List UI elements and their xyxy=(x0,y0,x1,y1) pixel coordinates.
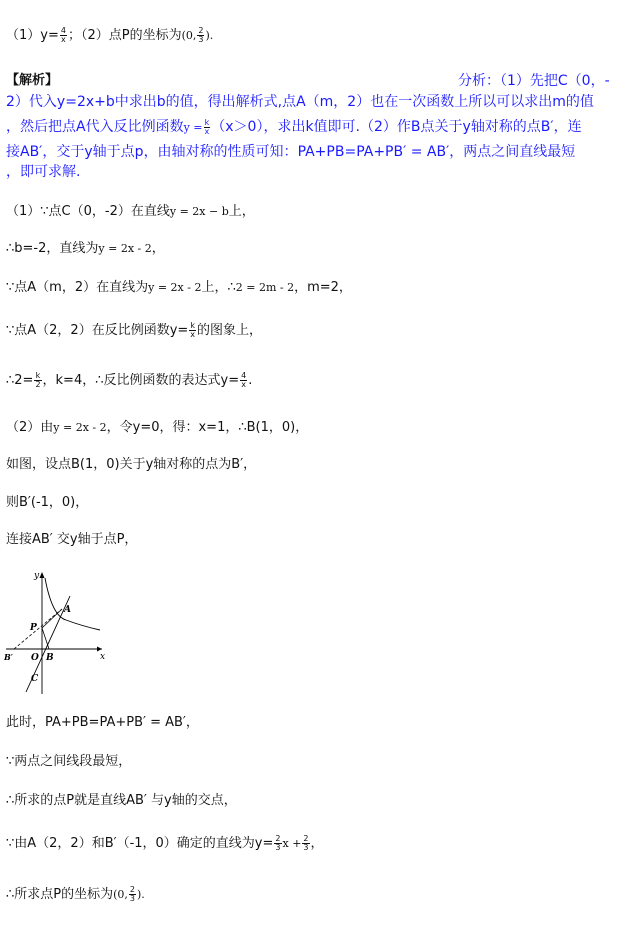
frac-den: x xyxy=(241,380,246,389)
text: ，由轴对称的性质可知： xyxy=(143,144,298,160)
solution-step-2 xyxy=(6,240,165,258)
text: y = xyxy=(183,121,203,134)
analysis-intro-text: （1）先把C（0，- xyxy=(500,73,610,89)
answer-line xyxy=(6,27,213,45)
text: （x＞0），求出k值即可.（2）作B点关于 xyxy=(211,119,463,135)
analysis-line-5: ，即可求解. xyxy=(6,164,81,180)
text: y xyxy=(84,144,93,160)
frac-num: 4 xyxy=(241,371,247,380)
text: p xyxy=(134,144,144,160)
frac-den: x xyxy=(190,330,196,339)
fraction xyxy=(34,372,41,389)
label-P: P xyxy=(30,623,37,633)
text: 2）代入 xyxy=(6,94,57,110)
frac-den: 3 xyxy=(198,35,204,44)
text: ，两点之间直线最短 xyxy=(449,144,576,160)
text: 上， xyxy=(228,204,255,219)
answer-coord-close: ). xyxy=(205,29,214,42)
hyperbola-curve xyxy=(45,578,100,630)
solution-step-12: ∴所求的点P就是直线AB′ 与y轴的交点， xyxy=(6,793,237,808)
label-B-prime: B′ xyxy=(4,652,13,662)
frac-num: k xyxy=(35,371,41,380)
text: ∵由A（2，2）和B′（-1，0）确定的直线为y= xyxy=(6,836,274,851)
text: ，m=2， xyxy=(294,280,352,295)
solution-step-13 xyxy=(6,835,324,853)
frac-num: 2 xyxy=(303,834,309,843)
label-x: x xyxy=(100,652,106,662)
text: 也在一次函数上所以可以求出 xyxy=(370,94,553,110)
solution-step-5 xyxy=(6,372,252,390)
equation: 2 = 2m - 2 xyxy=(235,281,295,294)
label-y: y xyxy=(34,571,40,581)
text: y=2x+b xyxy=(56,94,115,110)
y-axis-arrow-icon xyxy=(40,572,45,578)
fraction xyxy=(240,372,247,389)
analysis-line-2 xyxy=(6,93,594,111)
solution-step-4 xyxy=(6,322,262,340)
fraction xyxy=(189,322,196,339)
coordinate-figure xyxy=(4,568,116,696)
solution-step-1 xyxy=(6,203,255,221)
analysis-intro xyxy=(458,72,610,90)
segment-PA xyxy=(42,609,62,628)
text: A（m，2） xyxy=(296,94,371,110)
answer-coord-open: (0, xyxy=(181,29,197,42)
text: ， xyxy=(310,836,324,851)
text: 的值，得出解析式,点 xyxy=(165,94,297,110)
label-O: O xyxy=(31,653,39,663)
text: ∴所求点P的坐标为 xyxy=(6,887,114,902)
equation: y = 2x - 2 xyxy=(98,242,152,255)
fraction xyxy=(129,886,136,903)
analysis-line-3 xyxy=(6,118,582,137)
text: 的值 xyxy=(565,94,594,110)
text: 轴于点 xyxy=(92,144,135,160)
text: PA+PB=PA+PB′ = AB′ xyxy=(297,144,450,160)
frac-den: 3 xyxy=(303,843,309,852)
frac-den: 3 xyxy=(275,843,281,852)
frac-den: 3 xyxy=(129,894,136,903)
frac-num: k xyxy=(190,321,195,330)
segment-PB xyxy=(42,628,49,649)
solution-step-3 xyxy=(6,279,352,297)
equation: y = 2x - 2 xyxy=(53,421,107,434)
solution-step-11: ∵两点之间线段最短， xyxy=(6,754,132,769)
solution-step-9: 连接AB′ 交y轴于点P， xyxy=(6,532,138,547)
solution-step-14 xyxy=(6,886,145,904)
text: ， xyxy=(151,241,165,256)
answer-fraction-2 xyxy=(197,27,204,44)
text: ∵点A（m，2）在直线为 xyxy=(6,280,149,295)
fraction xyxy=(274,835,281,852)
text: . xyxy=(248,373,253,388)
solution-step-8: 则B′(-1，0)， xyxy=(6,495,89,510)
text: ，k=4，∴反比例函数的表达式y= xyxy=(42,373,240,388)
text: ，令y=0，得：x=1，∴B(1，0)， xyxy=(106,420,309,435)
text: 的图象上， xyxy=(197,323,263,338)
equation: y = 2x − b xyxy=(169,205,229,218)
analysis-fraction xyxy=(204,119,211,136)
analysis-intro-label: 分析： xyxy=(458,73,500,89)
frac-den: x xyxy=(204,126,210,136)
x-axis-arrow-icon xyxy=(97,647,102,652)
equation: y = 2x - 2 xyxy=(148,281,202,294)
label-A: A xyxy=(64,605,71,615)
text: y xyxy=(462,119,471,135)
frac-num: 2 xyxy=(198,26,204,35)
label-B: B xyxy=(46,653,54,663)
text: ，交于 xyxy=(42,144,85,160)
frac-num: k xyxy=(204,117,210,127)
frac-den: 2 xyxy=(35,380,41,389)
text: ). xyxy=(137,888,145,901)
frac-num: 4 xyxy=(60,26,66,35)
text: 上，∴ xyxy=(201,280,236,295)
text: ∵点A（2，2）在反比例函数y= xyxy=(6,323,189,338)
text: m xyxy=(552,94,566,110)
text: ∴b=-2，直线为 xyxy=(6,241,99,256)
fraction xyxy=(302,835,309,852)
analysis-line-4 xyxy=(6,143,575,161)
text: b xyxy=(156,94,166,110)
frac-den: x xyxy=(61,35,66,44)
text: (0, xyxy=(113,888,128,901)
analysis-tag: 【解析】 xyxy=(6,73,59,88)
text: x + xyxy=(282,837,302,850)
frac-num: 2 xyxy=(129,885,136,894)
solution-step-7: 如图，设点B(1，0)关于y轴对称的点为B′， xyxy=(6,457,257,472)
text: ，然后把点A代入反比例函数 xyxy=(6,119,184,135)
solution-step-6 xyxy=(6,419,308,437)
answer-fraction-1 xyxy=(60,27,67,44)
text: 中求出 xyxy=(114,94,157,110)
text: （2）由 xyxy=(6,420,54,435)
label-C: C xyxy=(31,674,39,684)
answer-separator: ；（2）点P的坐标为 xyxy=(67,28,182,43)
text: ∴2= xyxy=(6,373,34,388)
frac-num: 2 xyxy=(275,834,281,843)
text: （1）∵点C（0，-2）在直线 xyxy=(6,204,170,219)
text: AB′ xyxy=(20,144,43,160)
text: 接 xyxy=(6,144,20,160)
text: 轴对称的点B′，连 xyxy=(470,119,582,135)
answer-part1-label: （1）y= xyxy=(6,28,59,43)
solution-step-10: 此时，PA+PB=PA+PB′ = AB′， xyxy=(6,715,199,730)
